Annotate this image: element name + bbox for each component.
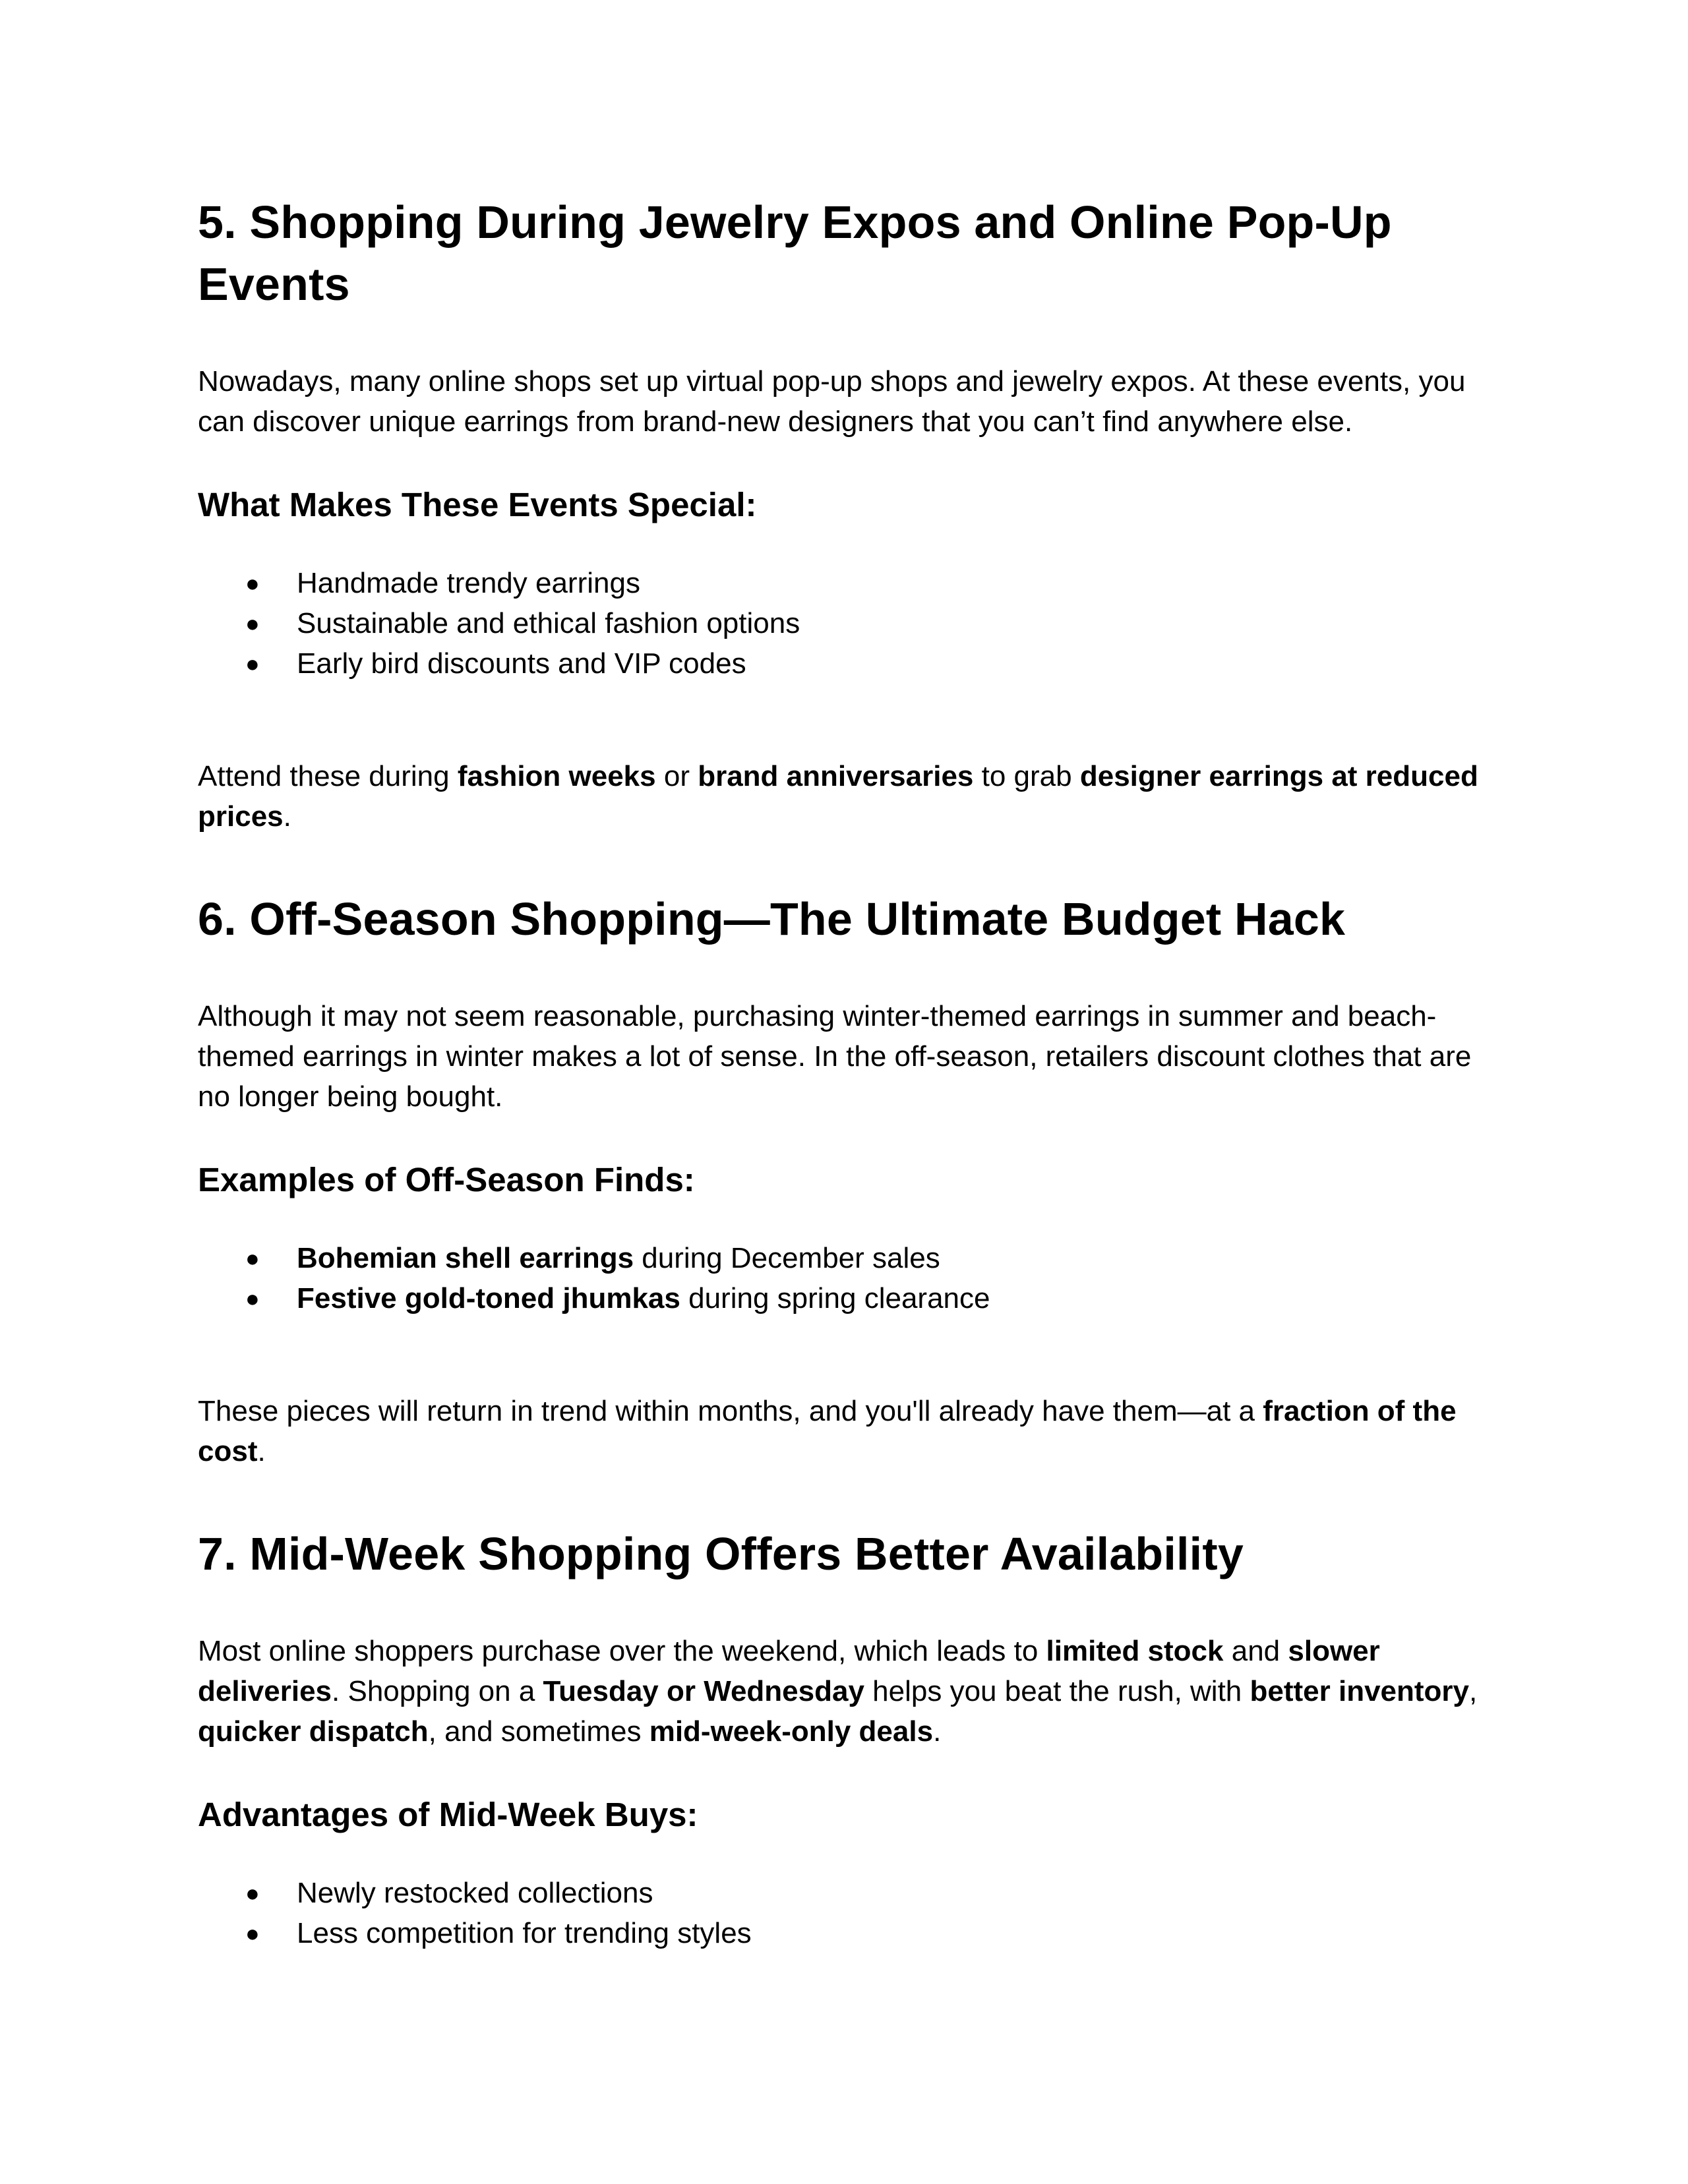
section-5-heading: 5. Shopping During Jewelry Expos and Online Pop-Up Events	[198, 196, 1392, 310]
section-6-subheading: Examples of Off-Season Finds:	[198, 1161, 695, 1198]
section-7-intro: Most online shoppers purchase over the weekend, which leads to limited stock and slower deliveries. Shopping on a Tuesday or Wednesday helps you beat the rush, with better inventory, quicker dispatch, and sometimes mid-week-only deals.	[198, 1635, 1478, 1748]
list-item: ● Handmade trendy earrings	[198, 563, 1490, 603]
section-5-intro: Nowadays, many online shops set up virtual pop-up shops and jewelry expos. At these events, you can discover unique earrings from brand-new designers that you can’t find anywhere else.	[198, 365, 1466, 438]
bullet-icon: ●	[245, 1285, 260, 1312]
document-page	[198, 191, 1490, 1953]
bullet-icon: ●	[245, 1879, 260, 1906]
bullet-icon: ●	[245, 1920, 260, 1947]
section-6-intro: Although it may not seem reasonable, purchasing winter-themed earrings in summer and beach-themed earrings in winter makes a lot of sense. In the off-season, retailers discount clothes that are no longer being bought.	[198, 1000, 1472, 1113]
section-5-list	[198, 563, 1490, 684]
list-item: ● Sustainable and ethical fashion options	[198, 603, 1490, 643]
section-5-subheading: What Makes These Events Special:	[198, 486, 757, 523]
list-item: ● Bohemian shell earrings during December sales	[198, 1238, 1490, 1278]
list-item: ● Newly restocked collections	[198, 1873, 1490, 1913]
bullet-icon: ●	[245, 570, 260, 597]
list-item: ● Less competition for trending styles	[198, 1913, 1490, 1953]
section-7-subheading: Advantages of Mid-Week Buys:	[198, 1796, 698, 1833]
section-6-heading: 6. Off-Season Shopping—The Ultimate Budget Hack	[198, 893, 1346, 945]
bullet-icon: ●	[245, 650, 260, 677]
section-7-heading: 7. Mid-Week Shopping Offers Better Availability	[198, 1528, 1244, 1579]
section-5-outro: Attend these during fashion weeks or brand anniversaries to grab designer earrings at reduced prices.	[198, 760, 1478, 833]
bullet-icon: ●	[245, 610, 260, 637]
list-item: ● Early bird discounts and VIP codes	[198, 643, 1490, 684]
bullet-icon: ●	[245, 1245, 260, 1272]
list-item: ● Festive gold-toned jhumkas during spring clearance	[198, 1278, 1490, 1318]
section-7-list	[198, 1873, 1490, 1953]
section-6-outro: These pieces will return in trend within months, and you'll already have them—at a fraction of the cost.	[198, 1395, 1457, 1467]
section-6-list	[198, 1238, 1490, 1318]
